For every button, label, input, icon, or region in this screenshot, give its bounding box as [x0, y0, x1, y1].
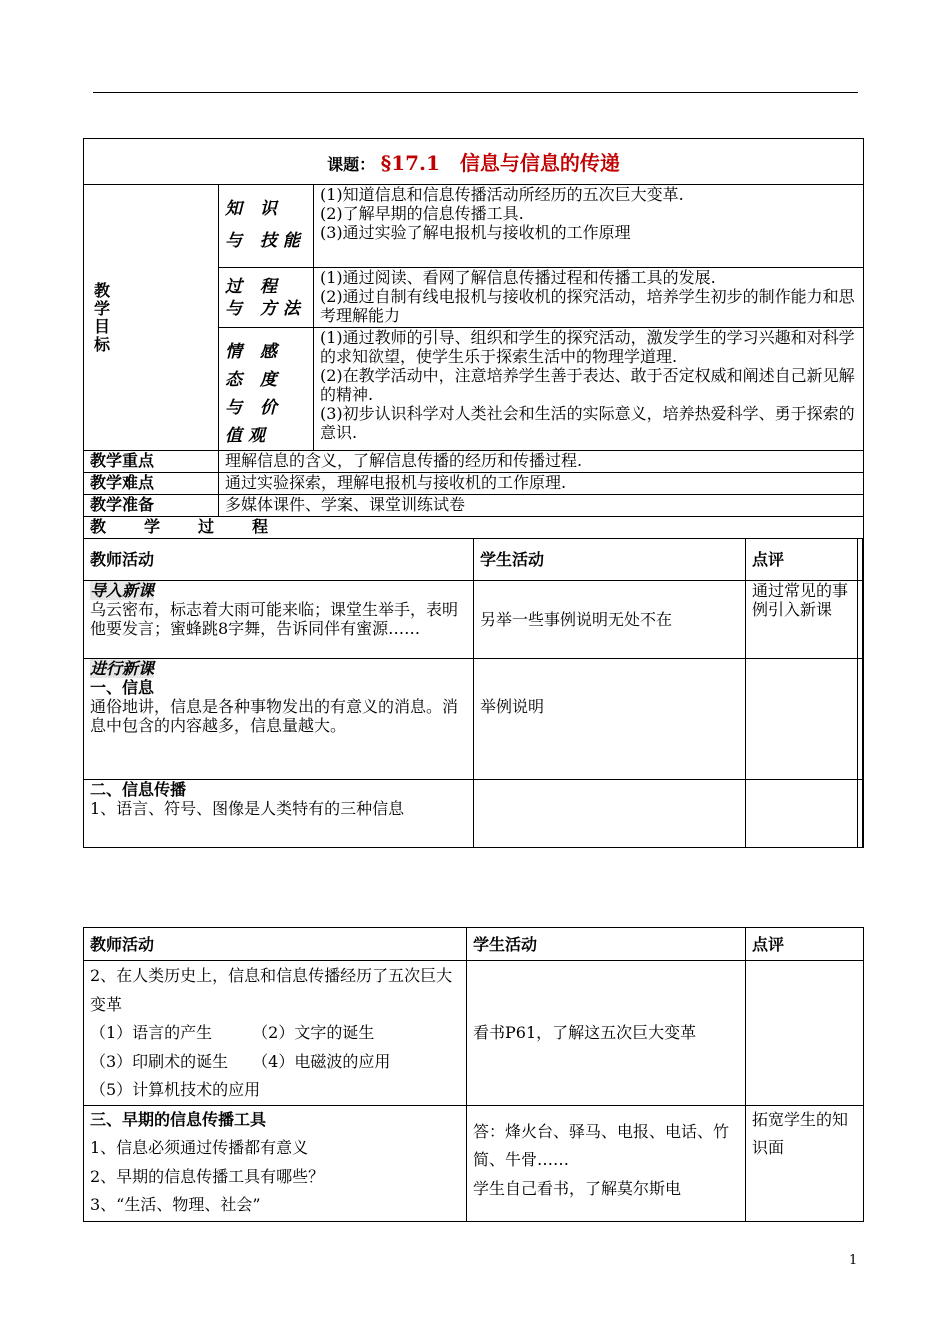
section1-comment: [746, 659, 863, 780]
goals-label: 教学目标: [94, 280, 111, 354]
tools-line-2: 2、早期的信息传播工具有哪些？: [90, 1166, 325, 1186]
knowledge-item-2: (2)了解早期的信息传播工具.: [320, 204, 524, 223]
section2-comment: [746, 780, 863, 848]
new-lesson-teacher-cell: [84, 659, 474, 780]
attitude-label: 情 感 态 度 与 价 值观: [219, 328, 314, 451]
process-items: [314, 268, 864, 328]
col-student-header: 学生活动: [474, 539, 858, 581]
col-teacher-header: 教师活动: [84, 539, 474, 581]
intro-comment: 通过常见的事例引入新课: [746, 581, 863, 659]
title-text: §17.1 信息与信息的传递: [380, 150, 620, 175]
header-rule: [93, 92, 858, 93]
tools-teacher-cell: [84, 1105, 467, 1221]
knowledge-item-3: (3)通过实验了解电报机与接收机的工作原理: [320, 223, 631, 242]
revolution-line-2: （1）语言的产生 （2）文字的诞生: [90, 1023, 375, 1042]
section1-title: 一、信息: [90, 678, 155, 697]
lesson-title: [84, 139, 864, 185]
title-label: 课题：: [327, 154, 376, 174]
tools-student-cell: [467, 1105, 746, 1221]
col-comment-header-2: 点评: [746, 928, 864, 961]
comment-column-table-1: [745, 538, 863, 848]
attitude-item-2: (2)在教学活动中，注意培养学生善于表达、敢于否定权威和阐述自己新见解的精神.: [320, 366, 855, 404]
process-title: 教 学 过 程: [84, 517, 864, 539]
process-item-1: (1)通过阅读、看网了解信息传播过程和传播工具的发展.: [320, 268, 716, 287]
intro-head: 导入新课: [90, 581, 155, 600]
process-item-2: (2)通过自制有线电报机与接收机的探究活动，培养学生初步的制作能力和思考理解能力: [320, 287, 855, 325]
section3-title: 三、早期的信息传播工具: [90, 1109, 267, 1129]
attitude-items: [314, 328, 864, 451]
section2-body: 1、语言、符号、图像是人类特有的三种信息: [90, 799, 405, 818]
page-number: 1: [849, 1253, 858, 1268]
knowledge-item-1: (1)知道信息和信息传播活动所经历的五次巨大变革.: [320, 185, 684, 204]
attitude-item-1: (1)通过教师的引导、组织和学生的探究活动，激发学生的学习兴趣和对科学的求知欲望，使学生乐于探索生活中的物理学道理.: [320, 328, 855, 366]
col-teacher-header-2: 教师活动: [84, 928, 467, 961]
process-label: 过 程 与 方法: [219, 268, 314, 328]
intro-body: 乌云密布，标志着大雨可能来临；课堂生举手，表明他要发言；蜜蜂跳8字舞，告诉同伴有蜜源……: [90, 600, 459, 638]
new-lesson-head: 进行新课: [90, 659, 155, 678]
revolution-line-3: （3）印刷术的诞生 （4）电磁波的应用: [90, 1051, 391, 1071]
difficulty-label: 教学难点: [84, 473, 219, 495]
key-point-text: 理解信息的含义，了解信息传播的经历和传播过程.: [219, 451, 864, 473]
tools-line-3: 3、“生活、物理、社会”: [90, 1195, 261, 1214]
tools-comment: 拓宽学生的知识面: [746, 1105, 864, 1221]
comment-header-1: 点评: [746, 539, 863, 581]
revolution-teacher-cell: [84, 961, 467, 1106]
intro-student: 另举一些事例说明无处不在: [474, 581, 858, 659]
section2-teacher-cell: [84, 780, 474, 848]
col-student-header-2: 学生活动: [467, 928, 746, 961]
knowledge-label: 知 识 与 技能: [219, 185, 314, 268]
lesson-plan-table-2: [83, 927, 864, 1222]
knowledge-items: [314, 185, 864, 268]
revolution-comment: [746, 961, 864, 1106]
revolution-line-4: （5）计算机技术的应用: [90, 1080, 261, 1099]
section1-body: 通俗地讲，信息是各种事物发出的有意义的消息。消息中包含的内容越多，信息量越大。: [90, 697, 459, 735]
tools-student-line-2: 学生自己看书，了解莫尔斯电: [473, 1178, 682, 1198]
tools-student-line-1: 答：烽火台、驿马、电报、电话、竹简、牛骨……: [473, 1121, 730, 1169]
tools-line-1: 1、信息必须通过传播都有意义: [90, 1138, 309, 1157]
preparation-text: 多媒体课件、学案、课堂训练试卷: [219, 495, 864, 517]
difficulty-text: 通过实验探索，理解电报机与接收机的工作原理.: [219, 473, 864, 495]
attitude-item-3: (3)初步认识科学对人类社会和生活的实际意义，培养热爱科学、勇于探索的意识.: [320, 404, 855, 442]
preparation-label: 教学准备: [84, 495, 219, 517]
section2-title: 二、信息传播: [90, 780, 187, 799]
key-point-label: 教学重点: [84, 451, 219, 473]
revolution-student: 看书P61，了解这五次巨大变革: [467, 961, 746, 1106]
section1-student: 举例说明: [474, 659, 858, 780]
intro-teacher-cell: [84, 581, 474, 659]
goals-label-cell: [84, 185, 219, 451]
revolution-line-1: 2、在人类历史上，信息和信息传播经历了五次巨大变革: [90, 966, 453, 1014]
